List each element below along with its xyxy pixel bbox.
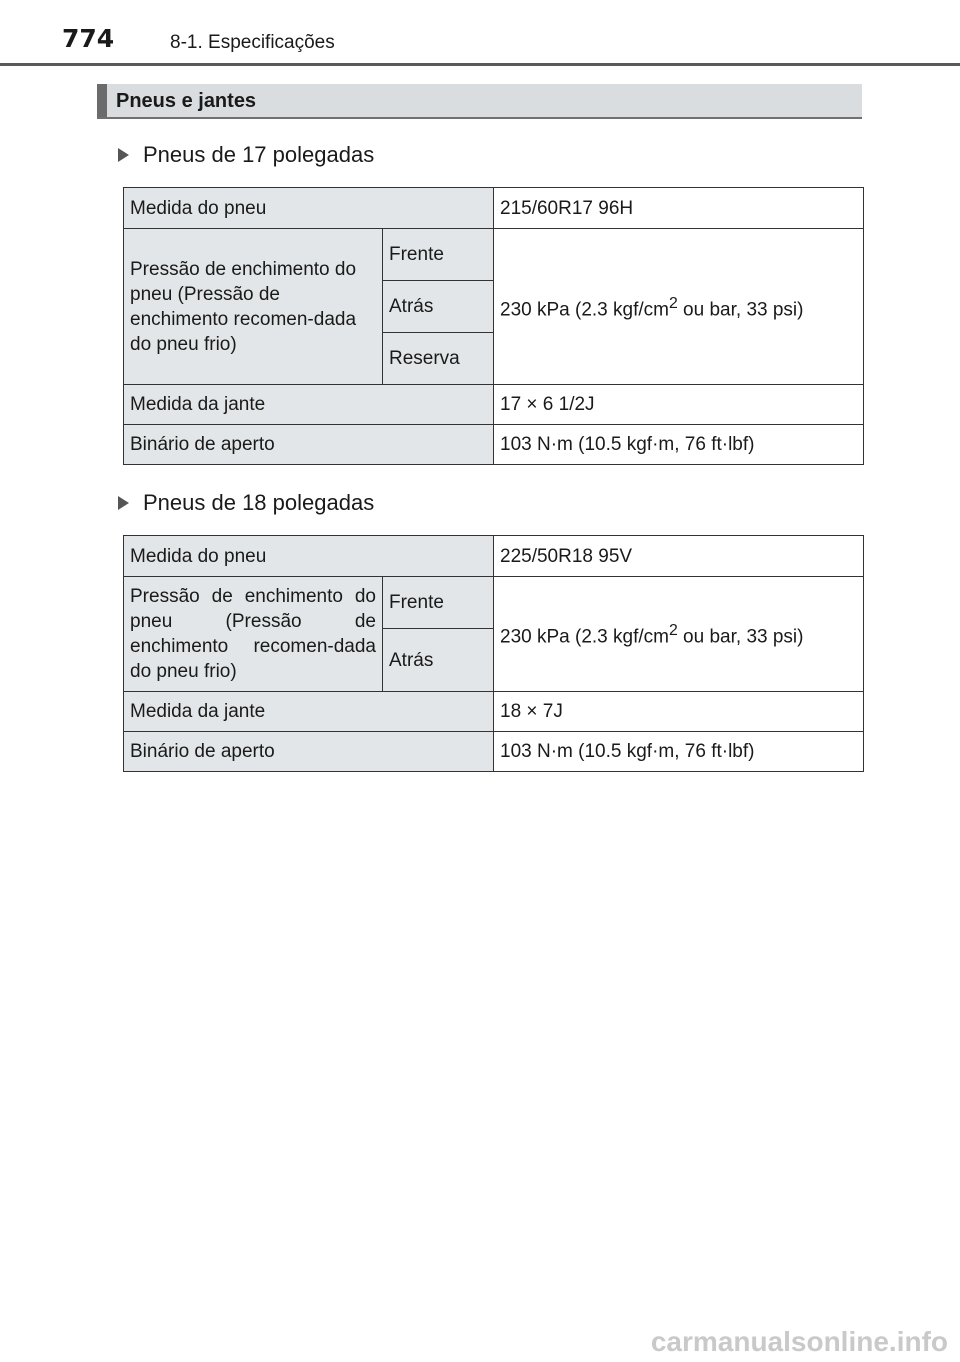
triangle-bullet-icon xyxy=(118,496,129,510)
pressure-value-suffix: ou bar, 33 psi) xyxy=(677,299,804,321)
torque-label: Binário de aperto xyxy=(124,425,494,465)
torque-value: 103 N·m (10.5 kgf·m, 76 ft·lbf) xyxy=(494,732,864,772)
pressure-value-text: 230 kPa (2.3 kgf/cm xyxy=(500,626,669,648)
pressure-label: Pressão de enchimento do pneu (Pressão de enchimento recomen-dada do pneu frio) xyxy=(124,229,383,385)
spec-table-18 xyxy=(123,535,864,772)
table-row xyxy=(124,188,864,229)
tire-size-label: Medida do pneu xyxy=(124,188,494,229)
pressure-value xyxy=(494,577,864,692)
chapter-title: 8-1. Especificações xyxy=(170,32,335,53)
table-row xyxy=(124,732,864,772)
rim-value: 18 × 7J xyxy=(494,692,864,732)
torque-label: Binário de aperto xyxy=(124,732,494,772)
rear-label: Atrás xyxy=(383,629,494,692)
pressure-value-exponent: 2 xyxy=(668,294,678,312)
pressure-label: Pressão de enchimento do pneu (Pressão de enchimento recomen-dada do pneu frio) xyxy=(124,577,383,692)
rim-value: 17 × 6 1/2J xyxy=(494,385,864,425)
tire-size-value: 215/60R17 96H xyxy=(494,188,864,229)
pressure-value xyxy=(494,229,864,385)
header-divider xyxy=(0,63,960,66)
section-accent xyxy=(97,84,107,117)
front-label: Frente xyxy=(383,577,494,629)
table-row xyxy=(124,425,864,465)
subheading-18-text: Pneus de 18 polegadas xyxy=(143,490,375,515)
table-row xyxy=(124,577,864,629)
rim-label: Medida da jante xyxy=(124,692,494,732)
page-header xyxy=(0,0,960,66)
rim-label: Medida da jante xyxy=(124,385,494,425)
pressure-value-text: 230 kPa (2.3 kgf/cm xyxy=(500,299,669,321)
subheading-17-text: Pneus de 17 polegadas xyxy=(143,142,375,167)
table-row xyxy=(124,229,864,281)
pressure-value-exponent: 2 xyxy=(668,622,678,640)
spec-table-17 xyxy=(123,187,864,465)
subheading-18 xyxy=(118,490,374,516)
tire-size-label: Medida do pneu xyxy=(124,536,494,577)
page-number: 774 xyxy=(62,24,115,53)
table-row xyxy=(124,692,864,732)
triangle-bullet-icon xyxy=(118,148,129,162)
rear-label: Atrás xyxy=(383,281,494,333)
section-title: Pneus e jantes xyxy=(116,90,257,112)
front-label: Frente xyxy=(383,229,494,281)
table-row xyxy=(124,385,864,425)
spare-label: Reserva xyxy=(383,333,494,385)
tire-size-value: 225/50R18 95V xyxy=(494,536,864,577)
subheading-17 xyxy=(118,142,374,168)
pressure-value-suffix: ou bar, 33 psi) xyxy=(677,626,804,648)
section-heading xyxy=(97,84,862,119)
watermark: carmanualsonline.info xyxy=(650,1326,948,1357)
table-row xyxy=(124,536,864,577)
torque-value: 103 N·m (10.5 kgf·m, 76 ft·lbf) xyxy=(494,425,864,465)
